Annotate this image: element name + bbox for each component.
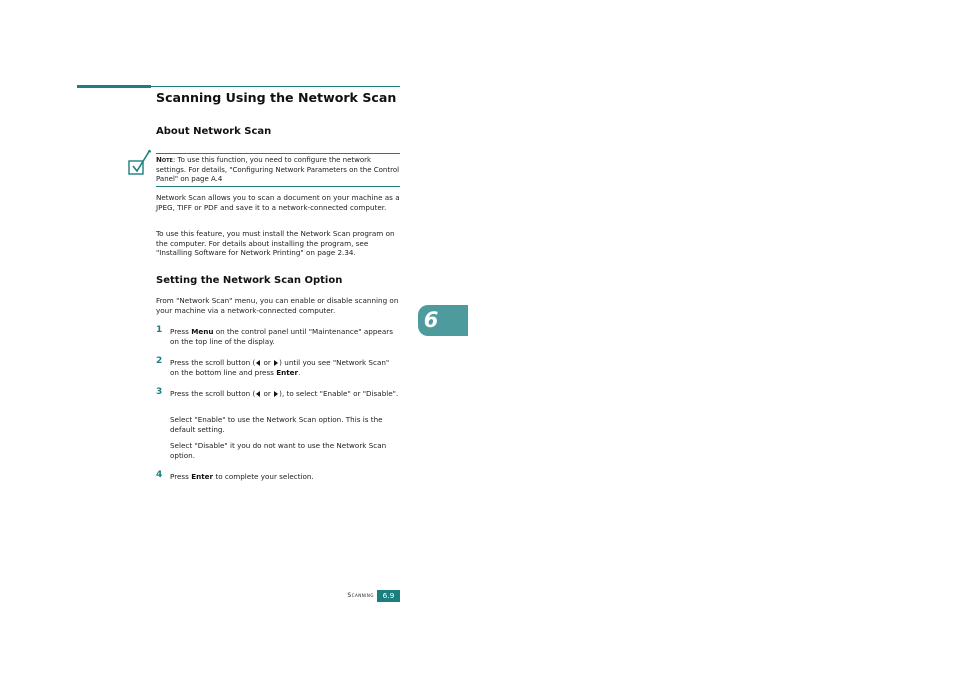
- note-text: [156, 156, 400, 185]
- footer-page-number: 6.9: [377, 590, 400, 602]
- step-text: Press Menu on the control panel until "Maintenance" appears on the top line of the display.: [170, 327, 393, 346]
- section-rule-thin: [151, 86, 400, 87]
- step-number: 3: [156, 387, 163, 397]
- step-text: Press Enter to complete your selection.: [170, 472, 314, 481]
- chapter-number: 6: [423, 308, 439, 332]
- scroll-right-icon: [274, 360, 278, 366]
- note-pencil-icon: [128, 148, 152, 178]
- step-text: Press the scroll button ( or ) until you see "Network Scan" on the bottom line and press Enter.: [170, 358, 390, 377]
- note-box: [156, 153, 400, 187]
- scroll-right-icon: [274, 391, 278, 397]
- step-3-disable-note: Select "Disable" it you do not want to use the Network Scan option.: [170, 441, 387, 460]
- step-number: 4: [156, 470, 163, 480]
- note-label: Note: [156, 156, 173, 164]
- step-3-enable-note: Select "Enable" to use the Network Scan option. This is the default setting.: [170, 415, 383, 434]
- section-title: Scanning Using the Network Scan: [156, 90, 397, 105]
- step-number: 2: [156, 356, 163, 366]
- scroll-left-icon: [256, 360, 260, 366]
- setting-intro: From "Network Scan" menu, you can enable or disable scanning on your machine via a network-connected computer.: [156, 296, 399, 315]
- enter-keyword: Enter: [276, 367, 299, 377]
- footer-chapter-label: Scanning: [347, 592, 374, 599]
- scroll-left-icon: [256, 391, 260, 397]
- about-paragraph-2: To use this feature, you must install the Network Scan program on the computer. For details about installing the program, see "Installing Software for Network Printing" on page 2.34.: [156, 229, 395, 258]
- setting-heading: Setting the Network Scan Option: [156, 275, 343, 286]
- section-rule-thick: [77, 85, 151, 88]
- note-body: : To use this function, you need to configure the network settings. For details, "Configuring Network Parameters on the Control Panel" on page A.4: [156, 156, 400, 183]
- about-paragraph-1: Network Scan allows you to scan a document on your machine as a JPEG, TIFF or PDF and save it to a network-connected computer.: [156, 193, 400, 212]
- enter-keyword: Enter: [191, 472, 214, 481]
- menu-keyword: Menu: [191, 327, 214, 336]
- step-number: 1: [156, 325, 163, 335]
- about-heading: About Network Scan: [156, 126, 272, 137]
- step-text: Press the scroll button ( or ), to select "Enable" or "Disable".: [170, 389, 399, 398]
